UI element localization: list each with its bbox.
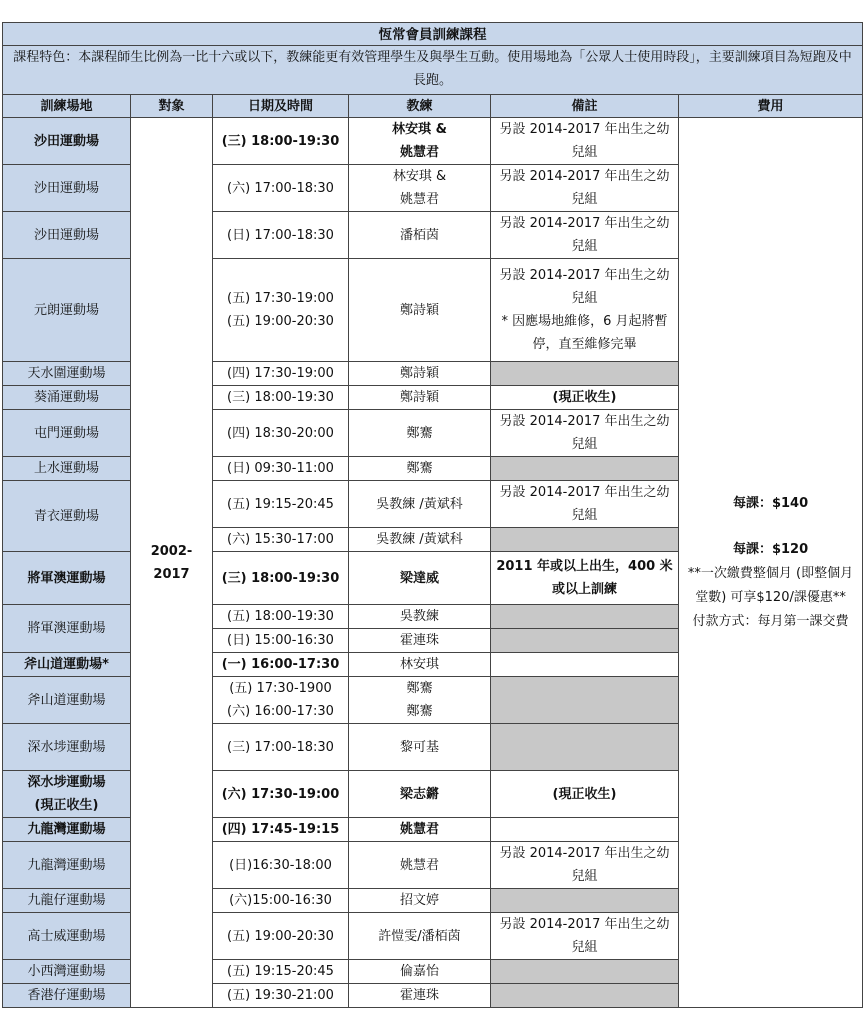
venue-cell: 沙田運動場 [3, 212, 131, 259]
coach-cell: 霍連珠 [349, 984, 491, 1008]
time-cell: (一) 16:00-17:30 [213, 653, 349, 677]
coach-cell: 許愷雯/潘栢茵 [349, 913, 491, 960]
time-cell: (五) 17:30-1900 (六) 16:00-17:30 [213, 677, 349, 724]
note-cell [491, 528, 679, 552]
time-cell: (五) 19:00-20:30 [213, 913, 349, 960]
time-cell: (五) 19:30-21:00 [213, 984, 349, 1008]
note-cell [491, 960, 679, 984]
fee-cell [679, 118, 863, 1008]
venue-cell: 九龍灣運動場 [3, 842, 131, 889]
venue-cell: 上水運動場 [3, 457, 131, 481]
coach-cell: 梁達威 [349, 552, 491, 605]
note-cell: 另設 2014-2017 年出生之幼兒組 [491, 410, 679, 457]
coach-cell: 鄭詩穎 [349, 386, 491, 410]
time-cell: (三) 18:00-19:30 [213, 386, 349, 410]
venue-cell: 沙田運動場 [3, 165, 131, 212]
note-cell [491, 724, 679, 771]
fee-standard: 每課：$140 [732, 495, 809, 511]
note-cell [491, 362, 679, 386]
venue-cell: 葵涌運動場 [3, 386, 131, 410]
time-cell: (四) 17:30-19:00 [213, 362, 349, 386]
venue-cell: 香港仔運動場 [3, 984, 131, 1008]
time-cell: (日) 09:30-11:00 [213, 457, 349, 481]
target-age-cell: 2002-2017 [131, 118, 213, 1008]
coach-cell: 鄭詩穎 [349, 362, 491, 386]
note-cell: (現正收生) [491, 771, 679, 818]
note-cell: 另設 2014-2017 年出生之幼兒組 [491, 118, 679, 165]
coach-cell: 黎可基 [349, 724, 491, 771]
time-cell: (四) 18:30-20:00 [213, 410, 349, 457]
fee-discount: 每課：$120 [732, 541, 809, 557]
coach-cell: 林安琪 & 姚慧君 [349, 118, 491, 165]
venue-cell: 青衣運動場 [3, 481, 131, 552]
coach-cell: 鄭騫 [349, 457, 491, 481]
time-cell: (日) 15:00-16:30 [213, 629, 349, 653]
note-cell: 另設 2014-2017 年出生之幼兒組 [491, 212, 679, 259]
note-cell [491, 629, 679, 653]
coach-cell: 鄭騫 [349, 410, 491, 457]
column-header-time: 日期及時間 [213, 95, 349, 118]
column-header-venue: 訓練場地 [3, 95, 131, 118]
time-cell: (四) 17:45-19:15 [213, 818, 349, 842]
venue-cell: 屯門運動場 [3, 410, 131, 457]
venue-cell: 斧山道運動場 [3, 677, 131, 724]
fee-discount-note: **一次繳費整個月 (即整個月堂數) 可享$120/課優惠** [687, 565, 854, 605]
coach-cell: 鄭騫 鄭騫 [349, 677, 491, 724]
column-header-fee: 費用 [679, 95, 863, 118]
time-cell: (三) 18:00-19:30 [213, 552, 349, 605]
time-cell: (六) 17:30-19:00 [213, 771, 349, 818]
venue-cell: 將軍澳運動場 [3, 552, 131, 605]
note-cell [491, 889, 679, 913]
note-cell [491, 677, 679, 724]
venue-cell: 深水埗運動場 (現正收生) [3, 771, 131, 818]
note-cell: 另設 2014-2017 年出生之幼兒組 [491, 481, 679, 528]
payment-method: 付款方式：每月第一課交費 [692, 613, 849, 629]
time-cell: (六)15:00-16:30 [213, 889, 349, 913]
column-header-note: 備註 [491, 95, 679, 118]
venue-cell: 元朗運動場 [3, 259, 131, 362]
column-header-coach: 教練 [349, 95, 491, 118]
venue-cell: 天水圍運動場 [3, 362, 131, 386]
coach-cell: 林安琪 & 姚慧君 [349, 165, 491, 212]
table-row [3, 118, 863, 165]
coach-cell: 姚慧君 [349, 842, 491, 889]
coach-cell: 吳教練 /黃斌科 [349, 481, 491, 528]
venue-cell: 九龍仔運動場 [3, 889, 131, 913]
time-cell: (五) 17:30-19:00 (五) 19:00-20:30 [213, 259, 349, 362]
note-cell: 另設 2014-2017 年出生之幼兒組 [491, 842, 679, 889]
time-cell: (五) 19:15-20:45 [213, 960, 349, 984]
note-cell: 另設 2014-2017 年出生之幼兒組 [491, 913, 679, 960]
note-cell: 2011 年或以上出生，400 米或以上訓練 [491, 552, 679, 605]
venue-cell: 將軍澳運動場 [3, 605, 131, 653]
note-cell [491, 818, 679, 842]
training-schedule-table [2, 22, 863, 1008]
venue-cell: 深水埗運動場 [3, 724, 131, 771]
note-cell [491, 653, 679, 677]
course-description: 課程特色：本課程師生比例為一比十六或以下，教練能更有效管理學生及與學生互動。使用場地為「公眾人士使用時段」，主要訓練項目為短跑及中長跑。 [3, 46, 863, 95]
time-cell: (六) 17:00-18:30 [213, 165, 349, 212]
coach-cell: 招文婷 [349, 889, 491, 913]
note-cell: (現正收生) [491, 386, 679, 410]
time-cell: (日) 17:00-18:30 [213, 212, 349, 259]
note-cell: 另設 2014-2017 年出生之幼兒組 [491, 165, 679, 212]
note-cell: 另設 2014-2017 年出生之幼兒組 * 因應場地維修，6 月起將暫停，直至維修完畢 [491, 259, 679, 362]
note-cell [491, 984, 679, 1008]
time-cell: (日)16:30-18:00 [213, 842, 349, 889]
coach-cell: 梁志鏘 [349, 771, 491, 818]
venue-cell: 小西灣運動場 [3, 960, 131, 984]
venue-cell: 沙田運動場 [3, 118, 131, 165]
time-cell: (五) 19:15-20:45 [213, 481, 349, 528]
coach-cell: 鄭詩穎 [349, 259, 491, 362]
coach-cell: 吳教練 [349, 605, 491, 629]
note-cell [491, 605, 679, 629]
column-header-target: 對象 [131, 95, 213, 118]
coach-cell: 倫嘉怡 [349, 960, 491, 984]
coach-cell: 林安琪 [349, 653, 491, 677]
time-cell: (三) 17:00-18:30 [213, 724, 349, 771]
coach-cell: 吳教練 /黃斌科 [349, 528, 491, 552]
coach-cell: 潘栢茵 [349, 212, 491, 259]
time-cell: (五) 18:00-19:30 [213, 605, 349, 629]
time-cell: (六) 15:30-17:00 [213, 528, 349, 552]
table-title: 恆常會員訓練課程 [3, 23, 863, 46]
time-cell: (三) 18:00-19:30 [213, 118, 349, 165]
coach-cell: 姚慧君 [349, 818, 491, 842]
venue-cell: 九龍灣運動場 [3, 818, 131, 842]
coach-cell: 霍連珠 [349, 629, 491, 653]
note-cell [491, 457, 679, 481]
venue-cell: 斧山道運動場* [3, 653, 131, 677]
venue-cell: 高士威運動場 [3, 913, 131, 960]
